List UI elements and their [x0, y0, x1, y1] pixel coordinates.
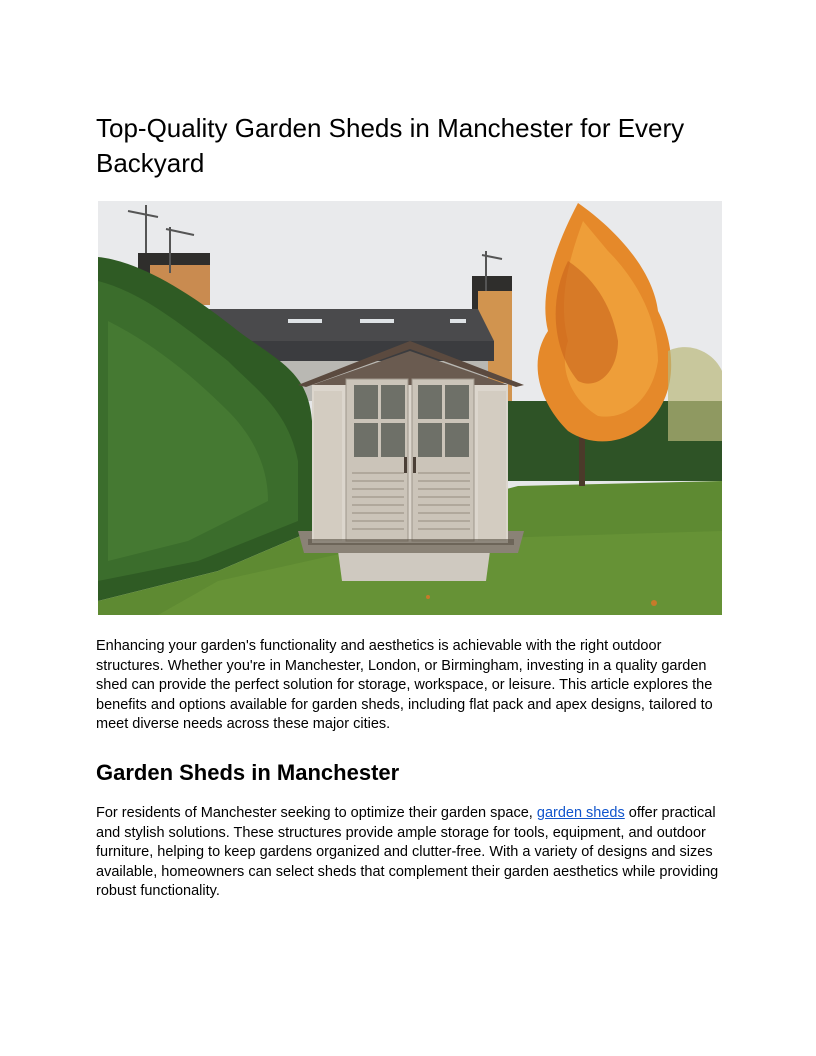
section-paragraph-text-end: offer practical and stylish solutions. These structures provide ample storage for tools, equipment, and outdoor furniture, helping to keep gardens organized and clutter-free. With a variety of designs and sizes available, homeowners can select sheds that complement their garden aesthetics while providing robust functionality. [96, 805, 719, 900]
section-heading: Garden Sheds in Manchester [96, 760, 400, 785]
section-paragraph [96, 804, 722, 902]
page-title: Top-Quality Garden Sheds in Manchester for Every Backyard [96, 113, 685, 178]
intro-paragraph: Enhancing your garden's functionality and aesthetics is achievable with the right outdoor structures. Whether you're in Manchester, London, or Birmingham, investing in a quality garden shed can provide the perfect solution for storage, workspace, or leisure. This article explores the benefits and options available for garden sheds, including flat pack and apex designs, tailored to meet diverse needs across these major cities. [96, 638, 713, 733]
section-paragraph-text-start: For residents of Manchester seeking to optimize their garden space, [96, 805, 537, 821]
garden-sheds-link[interactable]: garden sheds [536, 805, 625, 821]
hero-image [98, 201, 722, 615]
